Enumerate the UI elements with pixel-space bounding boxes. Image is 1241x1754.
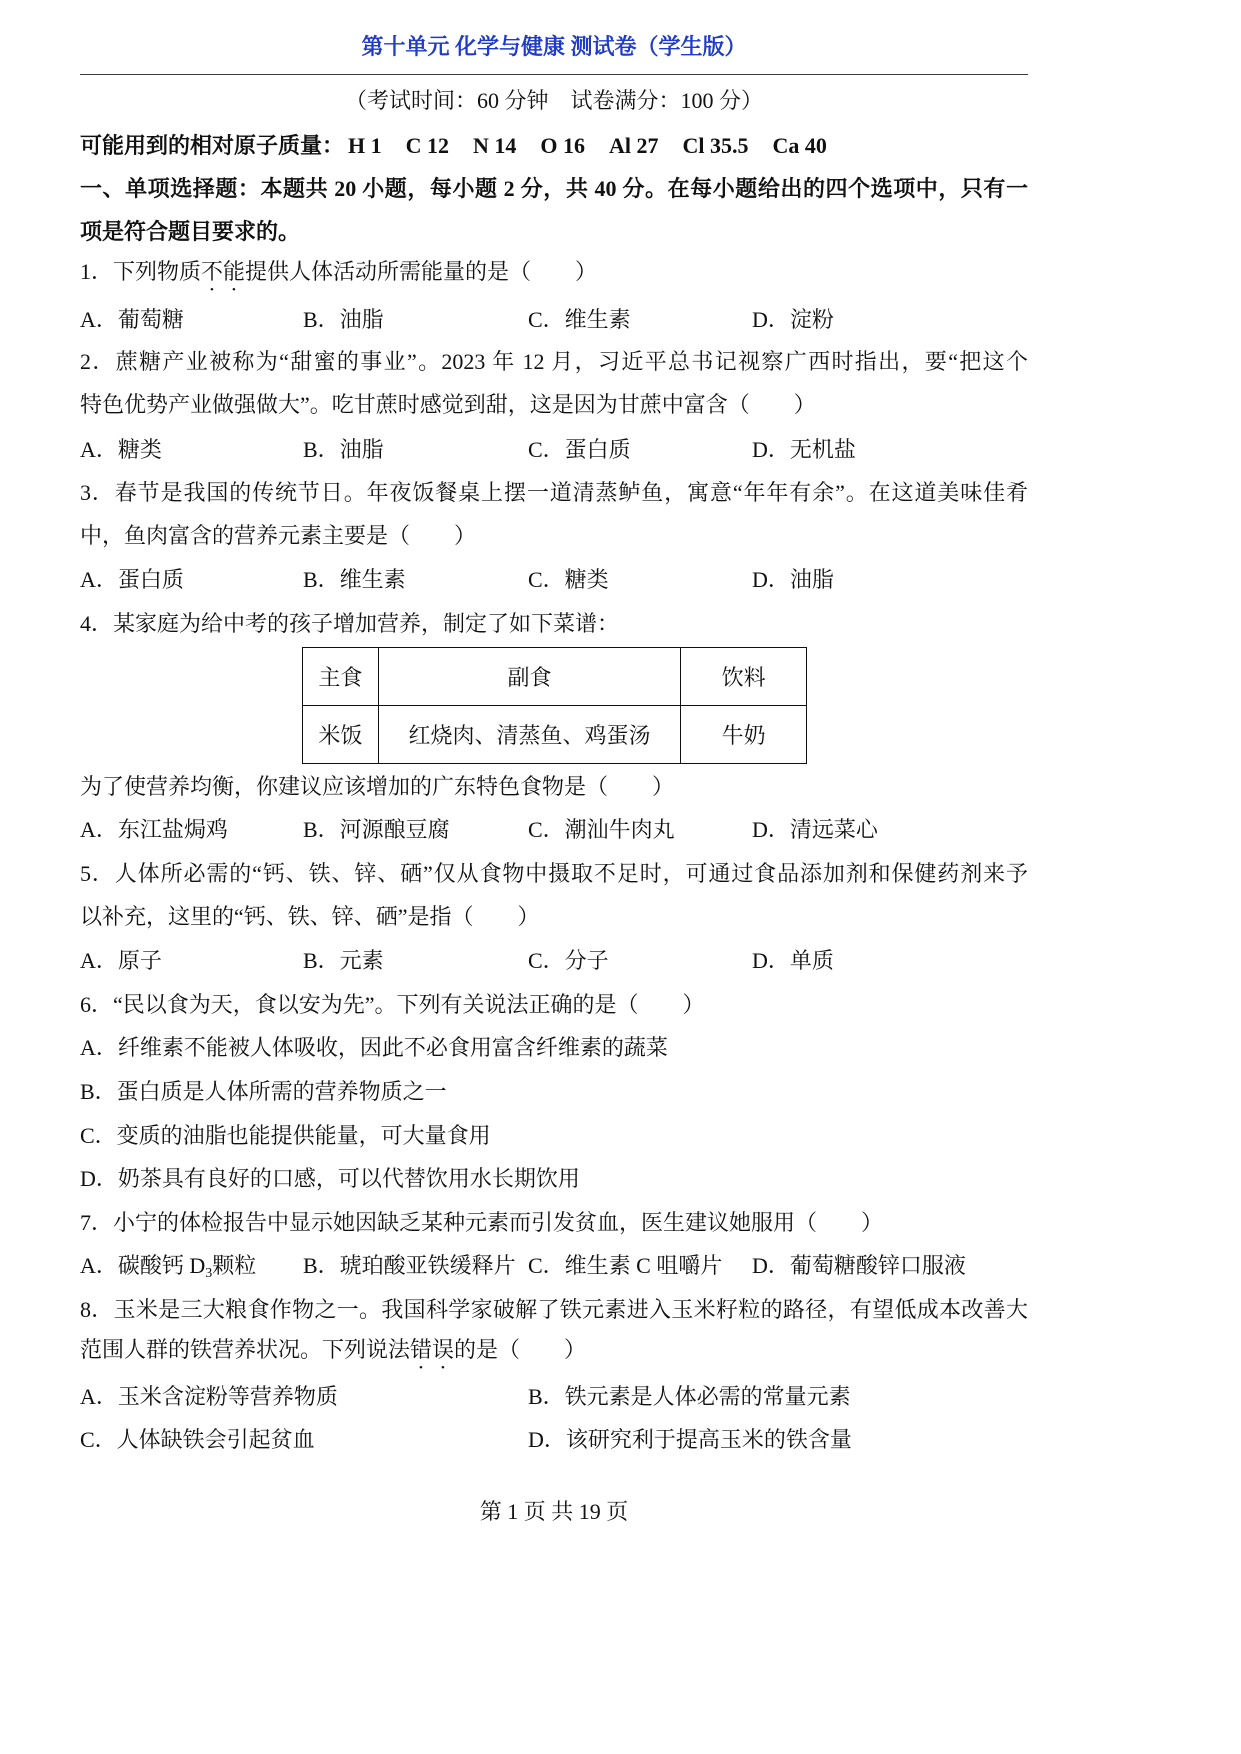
question-1-stem — [80, 257, 1028, 287]
option-c: C．蛋白质 — [528, 437, 631, 462]
option-c: C．维生素 — [528, 307, 631, 332]
option-c: C．变质的油脂也能提供能量，可大量食用 — [80, 1123, 491, 1148]
option-text: 颗粒 — [212, 1253, 257, 1278]
question-4-stem-after: 为了使营养均衡，你建议应该增加的广东特色食物是（ ） — [80, 774, 675, 799]
atomic-masses-label: 可能用到的相对原子质量： — [80, 133, 345, 158]
table-header-cell: 副食 — [378, 648, 680, 706]
question-5-options — [80, 946, 1028, 976]
atomic-mass-value: Ca 40 — [772, 133, 827, 158]
option-c: C．人体缺铁会引起贫血 — [80, 1427, 315, 1452]
question-2-stem-line: 2．蔗糖产业被称为“甜蜜的事业”。2023 年 12 月，习近平总书记视察广西时指出，要“把这个 — [80, 349, 1028, 374]
question-4-options — [80, 815, 1028, 845]
option-c: C．维生素 C 咀嚼片 — [528, 1253, 723, 1278]
option-a: A．纤维素不能被人体吸收，因此不必食用富含纤维素的蔬菜 — [80, 1035, 668, 1060]
option-b: B．河源酿豆腐 — [303, 817, 450, 842]
option-d: D．淀粉 — [752, 307, 834, 332]
option-d: D．油脂 — [752, 567, 834, 592]
question-2-stem-line: 特色优势产业做强做大”。吃甘蔗时感觉到甜，这是因为甘蔗中富含（ ） — [80, 392, 816, 417]
stem-text: 提供人体活动所需能量的是（ ） — [245, 259, 598, 284]
option-b: B．油脂 — [303, 307, 384, 332]
emphasized-text: 错误 — [410, 1337, 455, 1362]
atomic-mass-value: Cl 35.5 — [682, 133, 749, 158]
atomic-mass-value: O 16 — [540, 133, 586, 158]
header-divider — [80, 74, 1028, 75]
question-1-options — [80, 305, 1028, 335]
table-cell: 牛奶 — [681, 706, 807, 764]
option-a: A．原子 — [80, 948, 162, 973]
option-d: D．无机盐 — [752, 437, 856, 462]
table-header-cell: 饮料 — [681, 648, 807, 706]
menu-table — [302, 647, 807, 764]
option-d: D．该研究利于提高玉米的铁含量 — [528, 1427, 852, 1452]
question-5-stem-line: 5．人体所必需的“钙、铁、锌、硒”仅从食物中摄取不足时，可通过食品添加剂和保健药剂来予 — [80, 861, 1028, 886]
question-7-options — [80, 1251, 1028, 1281]
option-b: B．蛋白质是人体所需的营养物质之一 — [80, 1079, 447, 1104]
exam-info: （考试时间：60 分钟 试卷满分：100 分） — [344, 88, 763, 113]
table-cell: 红烧肉、清蒸鱼、鸡蛋汤 — [378, 706, 680, 764]
question-3-stem-line: 中，鱼肉富含的营养元素主要是（ ） — [80, 523, 477, 548]
question-8-options-row — [80, 1382, 1028, 1412]
section-heading-line: 项是符合题目要求的。 — [80, 219, 301, 244]
option-c: C．分子 — [528, 948, 609, 973]
atomic-mass-value: N 14 — [473, 133, 517, 158]
option-b: B．琥珀酸亚铁缓释片 — [303, 1253, 516, 1278]
option-a: A．东江盐焗鸡 — [80, 817, 228, 842]
option-c: C．潮汕牛肉丸 — [528, 817, 675, 842]
option-text: A．碳酸钙 D — [80, 1253, 206, 1278]
option-d: D．葡萄糖酸锌口服液 — [752, 1253, 966, 1278]
question-3-stem-line: 3．春节是我国的传统节日。年夜饭餐桌上摆一道清蒸鲈鱼，寓意“年年有余”。在这道美味佳肴 — [80, 480, 1028, 505]
table-cell: 米饭 — [303, 706, 379, 764]
option-a: A．蛋白质 — [80, 567, 184, 592]
document-title: 第十单元 化学与健康 测试卷（学生版） — [361, 34, 747, 59]
page-number: 第 1 页 共 19 页 — [479, 1499, 629, 1524]
option-b: B．元素 — [303, 948, 384, 973]
option-b: B．铁元素是人体必需的常量元素 — [528, 1384, 851, 1409]
question-8-stem-line: 8．玉米是三大粮食作物之一。我国科学家破解了铁元素进入玉米籽粒的路径，有望低成本改善大 — [80, 1297, 1028, 1322]
stem-text: 1．下列物质 — [80, 259, 202, 284]
option-a: A．葡萄糖 — [80, 307, 184, 332]
section-heading-line: 一、单项选择题：本题共 20 小题，每小题 2 分，共 40 分。在每小题给出的四个选项中，只有一 — [80, 176, 1028, 201]
question-3-options — [80, 565, 1028, 595]
question-7-stem-line: 7．小宁的体检报告中显示她因缺乏某种元素而引发贫血，医生建议她服用（ ） — [80, 1210, 884, 1235]
table-row — [303, 706, 807, 764]
subscript: 3 — [205, 1266, 213, 1281]
question-2-options — [80, 435, 1028, 465]
question-4-stem-line: 4．某家庭为给中考的孩子增加营养，制定了如下菜谱： — [80, 611, 620, 636]
stem-text: 范围人群的铁营养状况。下列说法 — [80, 1337, 411, 1362]
atomic-mass-value: H 1 — [348, 133, 382, 158]
option-c: C．糖类 — [528, 567, 609, 592]
option-a — [80, 1251, 256, 1281]
option-d: D．单质 — [752, 948, 834, 973]
emphasized-text: 不能 — [201, 259, 246, 284]
option-d: D．奶茶具有良好的口感，可以代替饮用水长期饮用 — [80, 1166, 580, 1191]
atomic-masses-line — [80, 131, 1028, 161]
question-5-stem-line: 以补充，这里的“钙、铁、锌、硒”是指（ ） — [80, 904, 540, 929]
option-b: B．油脂 — [303, 437, 384, 462]
question-6-stem-line: 6．“民以食为天，食以安为先”。下列有关说法正确的是（ ） — [80, 992, 705, 1017]
atomic-mass-value: C 12 — [405, 133, 450, 158]
option-a: A．糖类 — [80, 437, 162, 462]
table-header-cell: 主食 — [303, 648, 379, 706]
option-d: D．清远菜心 — [752, 817, 878, 842]
atomic-mass-value: Al 27 — [609, 133, 659, 158]
question-8-stem-line — [80, 1335, 1028, 1365]
table-header-row — [303, 648, 807, 706]
option-b: B．维生素 — [303, 567, 406, 592]
stem-text: 的是（ ） — [454, 1337, 587, 1362]
option-a: A．玉米含淀粉等营养物质 — [80, 1384, 338, 1409]
question-8-options-row — [80, 1425, 1028, 1455]
